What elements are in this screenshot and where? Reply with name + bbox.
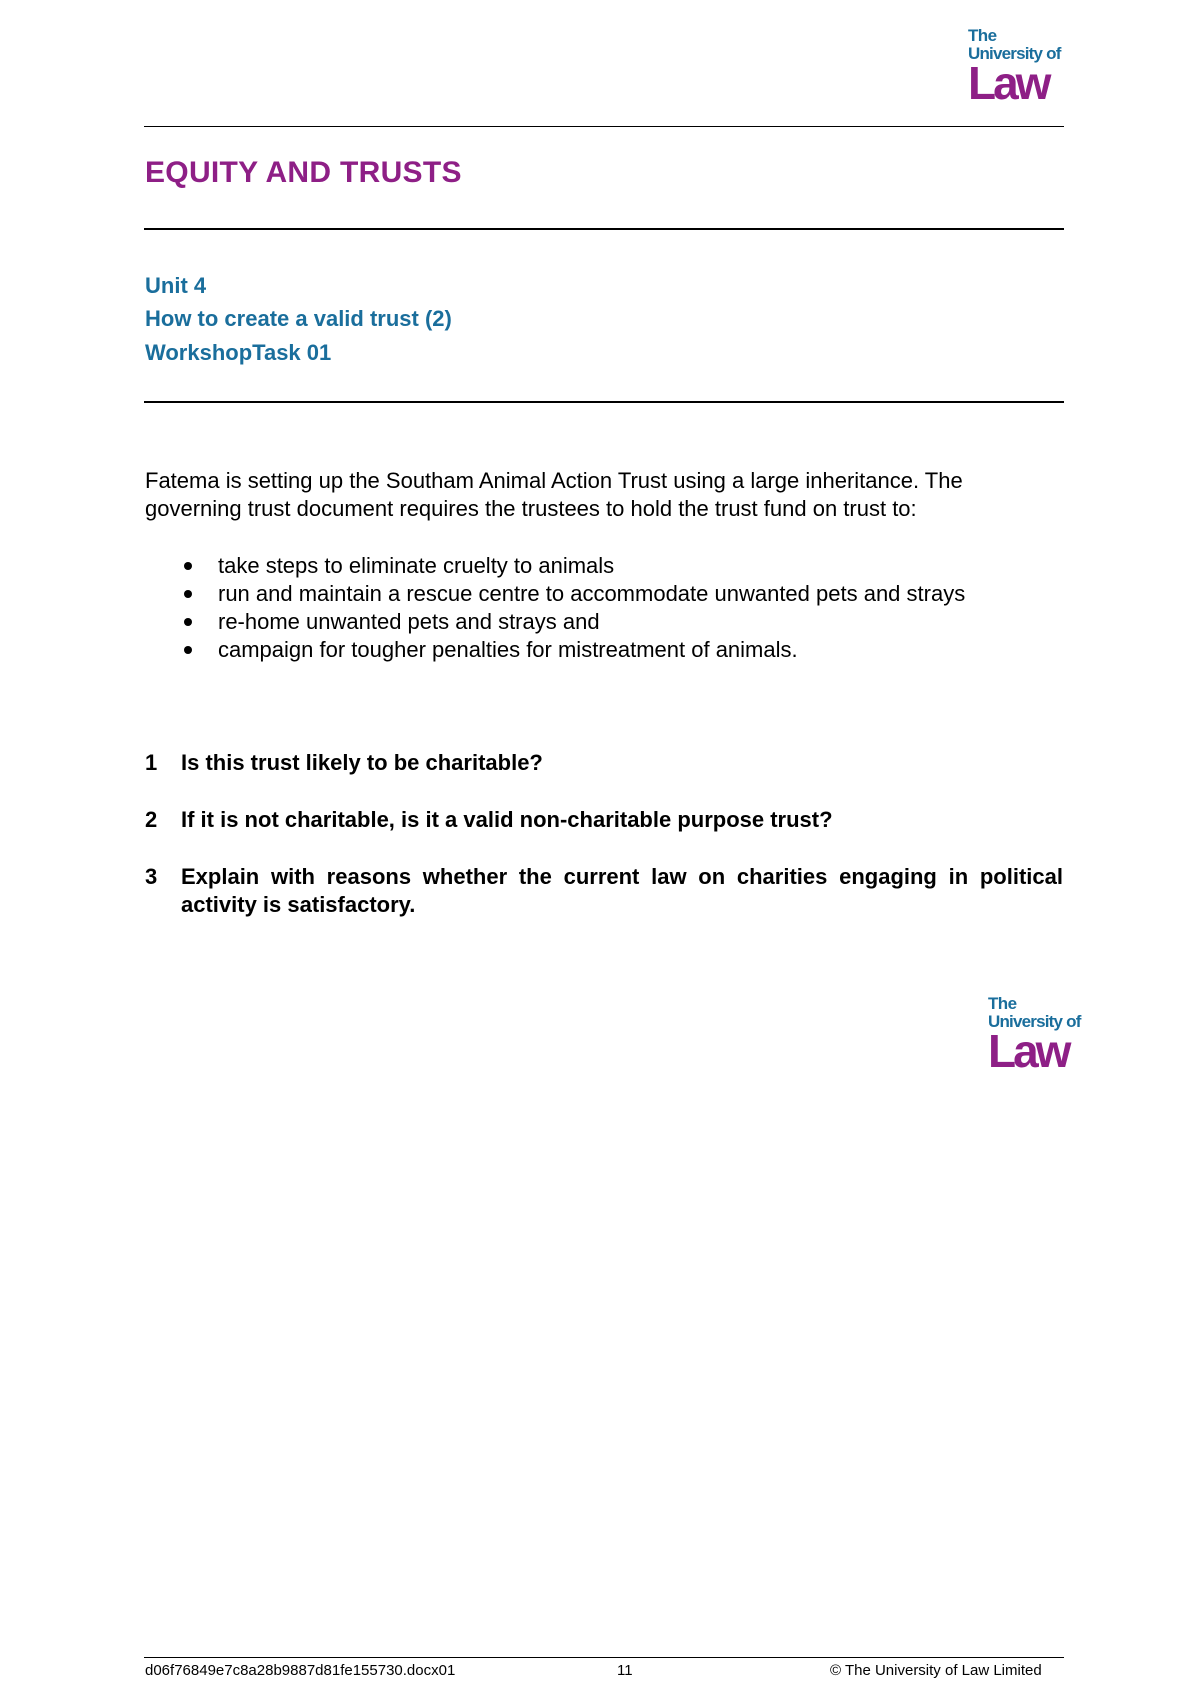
unit-subtitle: How to create a valid trust (2) xyxy=(145,306,452,331)
workshop-task-label: WorkshopTask 01 xyxy=(145,340,332,365)
logo-line-law: Law xyxy=(988,1025,1069,1077)
question-text: If it is not charitable, is it a valid non-charitable purpose trust? xyxy=(181,807,833,832)
question-3 xyxy=(145,863,1063,919)
bullet-icon xyxy=(184,562,192,570)
university-of-law-logo-secondary xyxy=(988,994,1081,1077)
bullet-icon xyxy=(184,646,192,654)
logo-line-the: The xyxy=(988,994,1017,1013)
question-number: 2 xyxy=(145,807,158,832)
list-item: campaign for tougher penalties for mistreatment of animals. xyxy=(145,636,1065,664)
header-divider xyxy=(144,126,1064,127)
list-item: re-home unwanted pets and strays and xyxy=(145,608,1065,636)
footer-document-reference: d06f76849e7c8a28b9887d81fe155730.docx01 xyxy=(145,1662,456,1679)
question-text: Is this trust likely to be charitable? xyxy=(181,750,543,775)
question-text: Explain with reasons whether the current law on charities engaging in political activity is satisfactory. xyxy=(181,864,1063,917)
unit-divider xyxy=(144,401,1064,403)
bullet-icon xyxy=(184,618,192,626)
list-item: take steps to eliminate cruelty to animals xyxy=(145,552,1065,580)
logo-line-university: University of xyxy=(988,1012,1081,1031)
footer-copyright: © The University of Law Limited xyxy=(830,1662,1042,1679)
bullet-icon xyxy=(184,590,192,598)
title-divider xyxy=(144,228,1064,230)
unit-number: Unit 4 xyxy=(145,273,207,298)
footer-divider xyxy=(144,1657,1064,1658)
question-number: 3 xyxy=(145,864,158,889)
intro-paragraph: Fatema is setting up the Southam Animal Action Trust using a large inheritance. The governing trust document requires the trustees to hold the trust fund on trust to: xyxy=(145,468,963,521)
logo-line-university: University of xyxy=(968,44,1061,63)
question-2 xyxy=(145,806,1063,834)
university-of-law-logo xyxy=(968,26,1061,109)
trust-purposes-list xyxy=(145,552,1065,664)
question-1 xyxy=(145,749,1063,777)
logo-line-law: Law xyxy=(968,57,1049,109)
logo-line-the: The xyxy=(968,26,997,45)
list-item: run and maintain a rescue centre to accommodate unwanted pets and strays xyxy=(145,580,1065,608)
footer-page-number: 11 xyxy=(617,1662,633,1679)
document-title: EQUITY AND TRUSTS xyxy=(145,156,462,189)
question-number: 1 xyxy=(145,750,158,775)
